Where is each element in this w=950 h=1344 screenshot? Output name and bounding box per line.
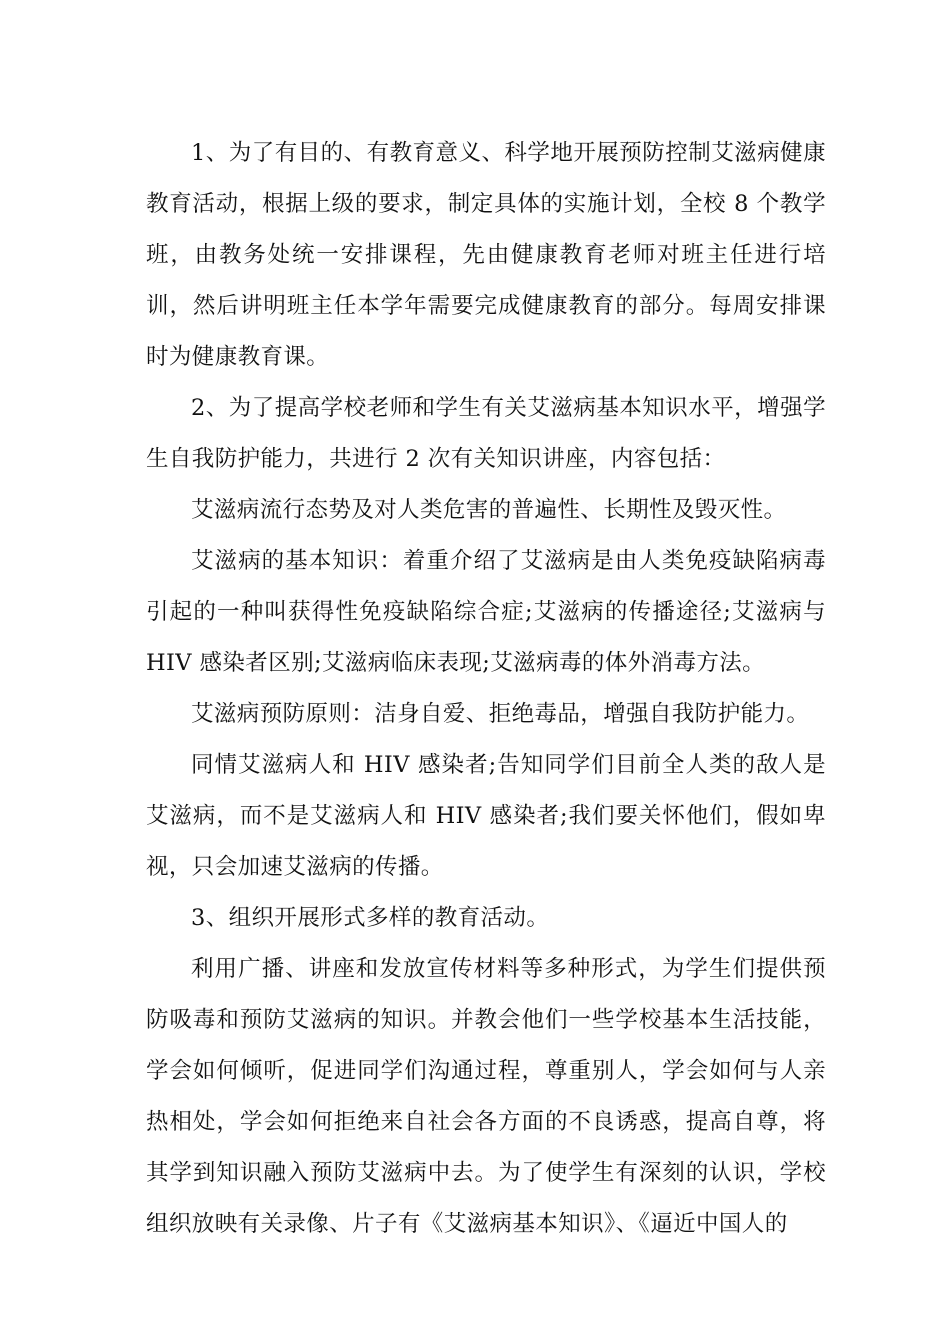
paragraph-7: 3、组织开展形式多样的教育活动。 bbox=[191, 905, 550, 931]
document-body bbox=[146, 128, 826, 1250]
paragraph-4: 艾滋病的基本知识：着重介绍了艾滋病是由人类免疫缺陷病毒引起的一种叫获得性免疫缺陷综合症;艾滋病的传播途径;艾滋病与 HIV 感染者区别;艾滋病临床表现;艾滋病毒的体外消毒方法。 bbox=[146, 548, 826, 676]
paragraph-5: 艾滋病预防原则：洁身自爱、拒绝毒品，增强自我防护能力。 bbox=[191, 701, 810, 727]
paragraph-2: 2、为了提高学校老师和学生有关艾滋病基本知识水平，增强学生自我防护能力，共进行 2 次有关知识讲座，内容包括： bbox=[146, 395, 826, 472]
paragraph-8: 利用广播、讲座和发放宣传材料等多种形式，为学生们提供预防吸毒和预防艾滋病的知识。并教会他们一些学校基本生活技能，学会如何倾听，促进同学们沟通过程，尊重别人，学会如何与人亲热相处，学会如何拒绝来自社会各方面的不良诱惑，提高自尊，将其学到知识融入预防艾滋病中去。为了使学生有深刻的认识，学校组织放映有关录像、片子有《艾滋病基本知识》、《逼近中国人的 bbox=[146, 956, 826, 1237]
paragraph-6: 同情艾滋病人和 HIV 感染者;告知同学们目前全人类的敌人是艾滋病，而不是艾滋病人和 HIV 感染者;我们要关怀他们，假如卑视，只会加速艾滋病的传播。 bbox=[146, 752, 826, 880]
paragraph-1: 1、为了有目的、有教育意义、科学地开展预防控制艾滋病健康教育活动，根据上级的要求，制定具体的实施计划，全校 8 个教学班，由教务处统一安排课程，先由健康教育老师对班主任进行培训，然后讲明班主任本学年需要完成健康教育的部分。每周安排课时为健康教育课。 bbox=[146, 140, 826, 370]
paragraph-3: 艾滋病流行态势及对人类危害的普遍性、长期性及毁灭性。 bbox=[191, 497, 787, 523]
